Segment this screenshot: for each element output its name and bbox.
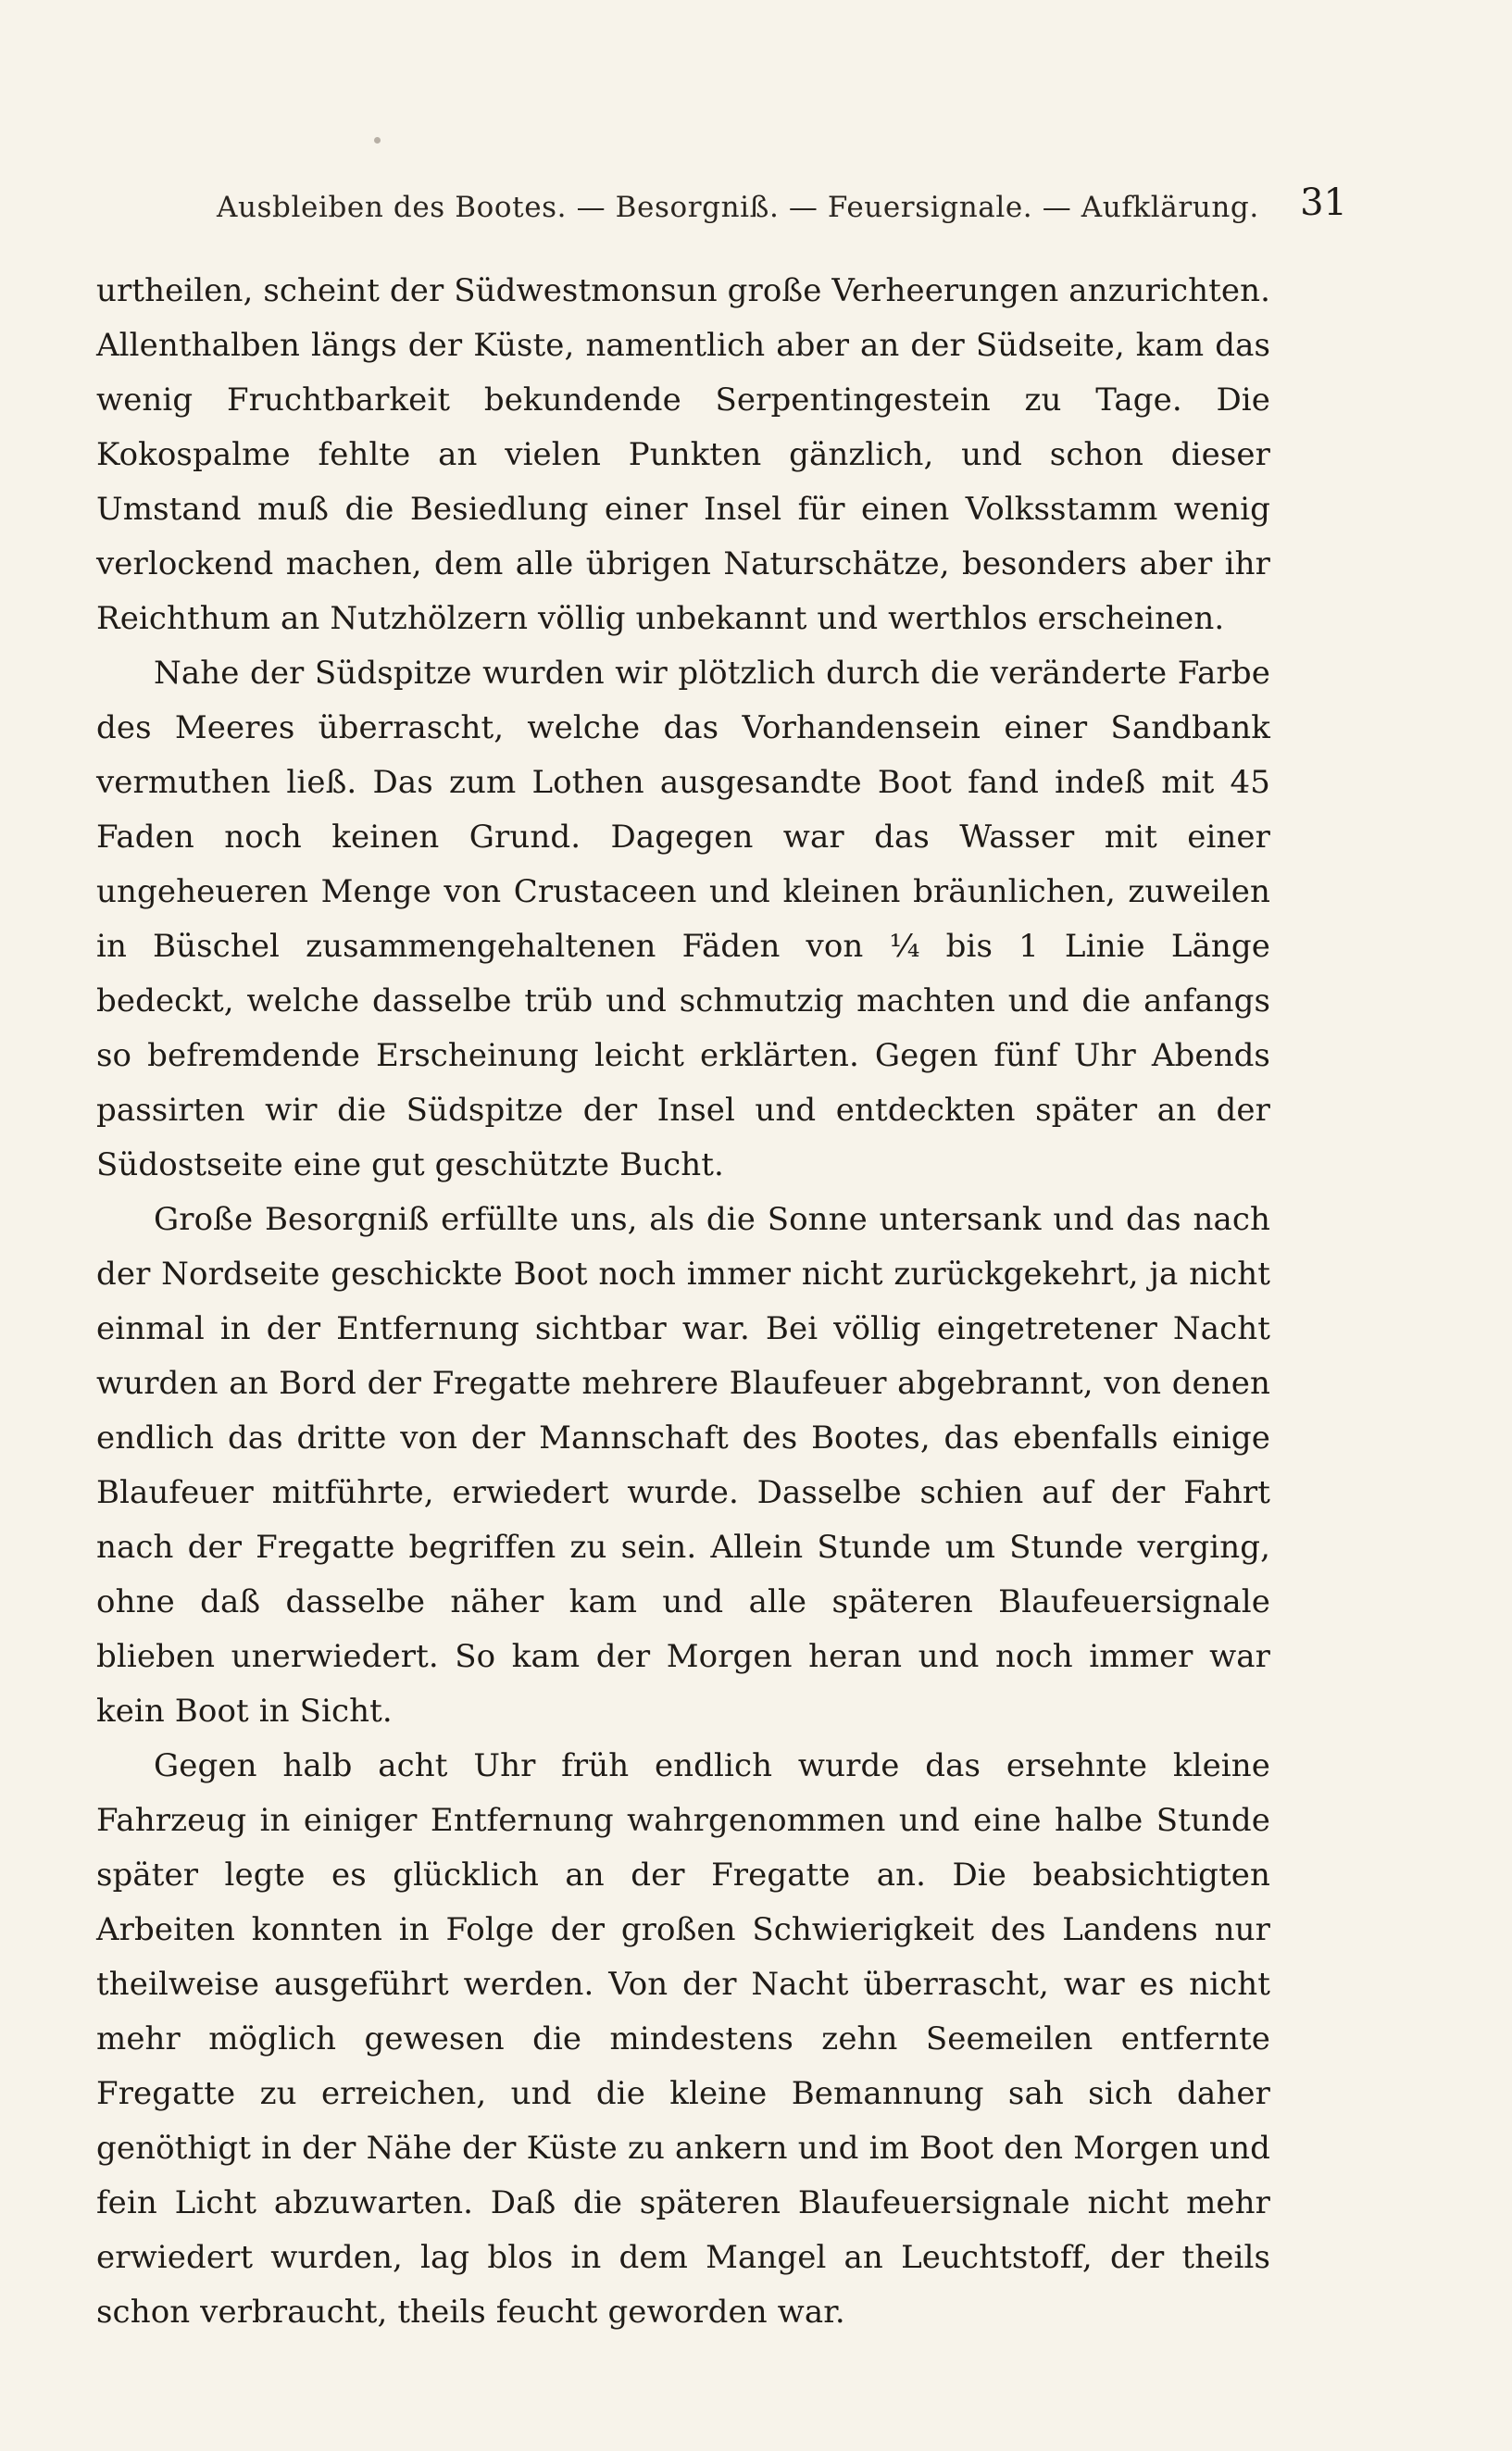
- paragraph-4: Gegen halb acht Uhr früh endlich wurde das ersehnte kleine Fahrzeug in einiger Entfernung wahrgenommen und eine halbe Stunde später legte es glücklich an der Fregatte an. Die beabsichtigten Arbeiten konnten in Folge der großen Schwierigkeit des Landens nur theilweise ausgeführt werden. Von der Nacht überrascht, war es nicht mehr möglich gewesen die mindestens zehn Seemeilen entfernte Fregatte zu erreichen, und die kleine Bemannung sah sich daher genöthigt in der Nähe der Küste zu ankern und im Boot den Morgen und fein Licht abzuwarten. Daß die späteren Blaufeuersignale nicht mehr erwiedert wurden, lag blos in dem Mangel an Leuchtstoff, der theils schon verbraucht, theils feucht geworden war.: [96, 1747, 1270, 2331]
- running-head: Ausbleiben des Bootes. — Besorgniß. — Feuersignale. — Aufklärung.: [217, 191, 1259, 224]
- paper-speck: [374, 137, 381, 144]
- paragraph-2: Nahe der Südspitze wurden wir plötzlich durch die veränderte Farbe des Meeres überrascht, welche das Vorhandensein einer Sandbank vermuthen ließ. Das zum Lothen ausgesandte Boot fand indeß mit 45 Faden noch keinen Grund. Dagegen war das Wasser mit einer ungeheueren Menge von Crustaceen und kleinen bräunlichen, zuweilen in Büschel zusammengehaltenen Fäden von ¼ bis 1 Linie Länge bedeckt, welche dasselbe trüb und schmutzig machten und die anfangs so befremdende Erscheinung leicht erklärten. Gegen fünf Uhr Abends passirten wir die Südspitze der Insel und entdeckten später an der Südostseite eine gut geschützte Bucht.: [96, 655, 1270, 1183]
- paragraph-1: urtheilen, scheint der Südwestmonsun große Verheerungen anzurichten. Allenthalben längs der Küste, namentlich aber an der Südseite, kam das wenig Fruchtbarkeit bekundende Serpentingestein zu Tage. Die Kokospalme fehlte an vielen Punkten gänzlich, und schon dieser Umstand muß die Besiedlung einer Insel für einen Volksstamm wenig verlockend machen, dem alle übrigen Naturschätze, besonders aber ihr Reichthum an Nutzhölzern völlig unbekannt und werthlos erscheinen.: [96, 272, 1270, 637]
- body-text: [96, 264, 1270, 2340]
- page-header: [176, 181, 1347, 246]
- paragraph-3: Große Besorgniß erfüllte uns, als die Sonne untersank und das nach der Nordseite geschickte Boot noch immer nicht zurückgekehrt, ja nicht einmal in der Entfernung sichtbar war. Bei völlig eingetretener Nacht wurden an Bord der Fregatte mehrere Blaufeuer abgebrannt, von denen endlich das dritte von der Mannschaft des Bootes, das ebenfalls einige Blaufeuer mitführte, erwiedert wurde. Dasselbe schien auf der Fahrt nach der Fregatte begriffen zu sein. Allein Stunde um Stunde verging, ohne daß dasselbe näher kam und alle späteren Blaufeuersignale blieben unerwiedert. So kam der Morgen heran und noch immer war kein Boot in Sicht.: [96, 1201, 1270, 1730]
- page-number: 31: [1300, 181, 1347, 224]
